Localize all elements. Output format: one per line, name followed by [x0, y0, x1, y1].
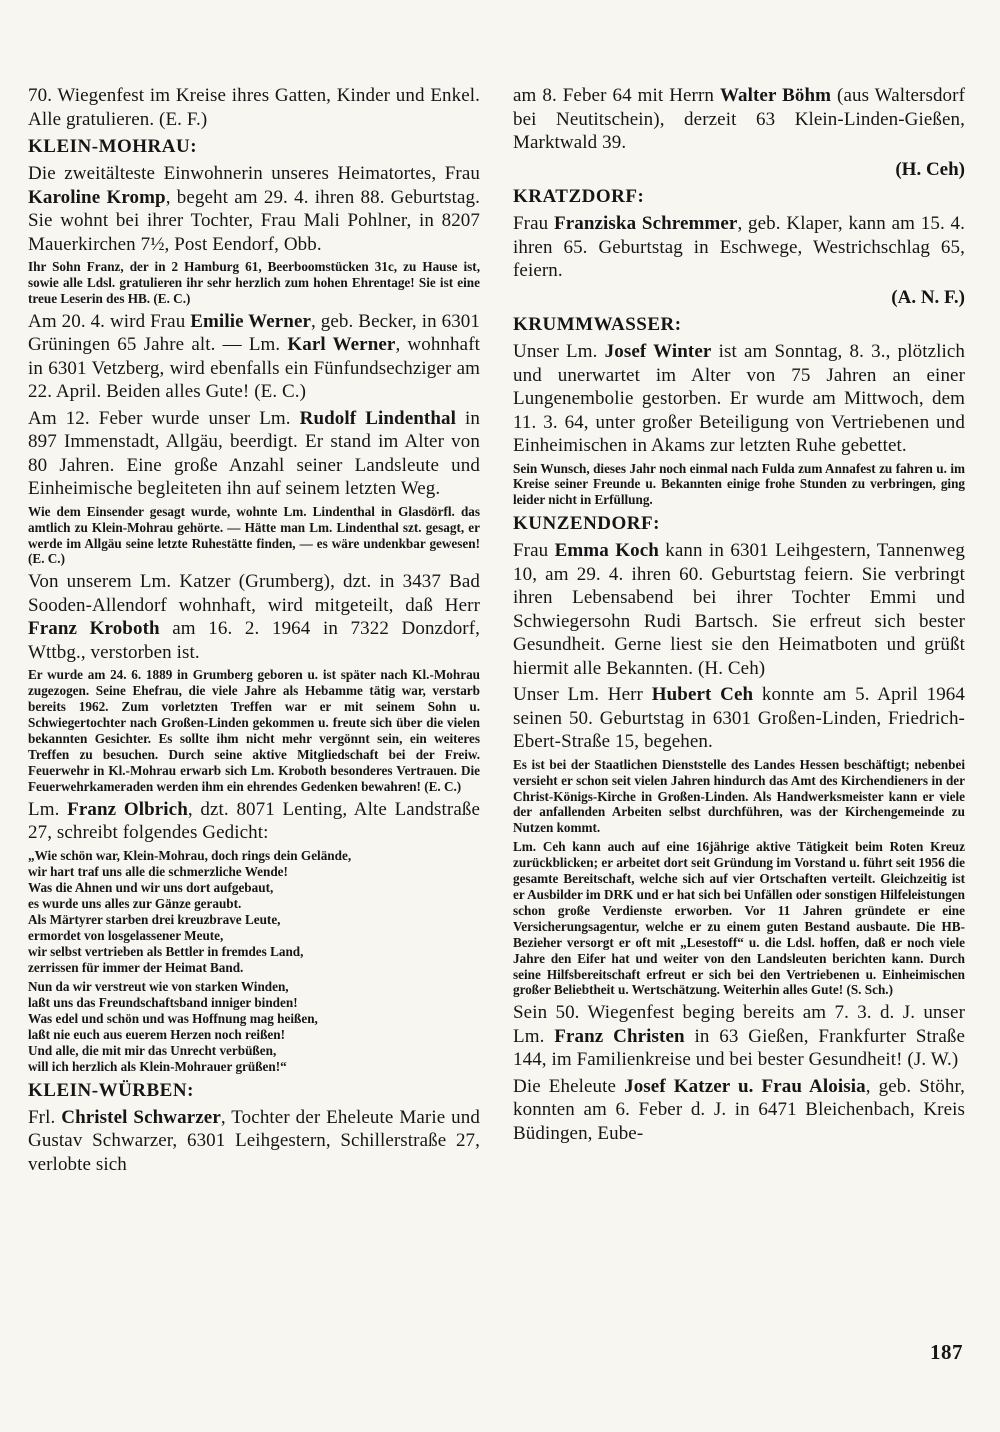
person-name: Walter Böhm: [719, 85, 832, 106]
text-run: Unser Lm. Herr: [513, 684, 652, 706]
paragraph: [513, 84, 965, 155]
text-run: KRUMMWASSER:: [513, 314, 682, 335]
poem-line: ermordet von losgelassener Meute,: [28, 927, 224, 943]
section-heading: [28, 134, 480, 159]
text-run: Am 12. Feber wurde unser Lm.: [28, 407, 300, 429]
text-run: Frau: [513, 213, 554, 234]
poem-line: Nun da wir verstreut wie von starken Winden,: [28, 978, 289, 994]
text-run: in 63 Gießen, Frankfurter Straße 144, im Familienkreise und bei bester Gesundheit! (J. W.): [513, 1025, 965, 1071]
person-name: Karl Werner: [287, 334, 396, 356]
text-run: Ihr Sohn Franz, der in 2 Hamburg 61, Beerboomstücken 31c, zu Hause ist, sowie alle Ldsl. gratulieren ihr sehr herzlich zum hohen Ehrentage! Sie ist eine treue Leserin des HB. (E. C.): [28, 259, 480, 306]
section-heading: [513, 511, 965, 536]
section-heading: [513, 312, 965, 337]
poem-line: laßt uns das Freundschaftsband inniger binden!: [28, 994, 298, 1010]
text-run: in 897 Immenstadt, Allgäu, beerdigt. Er stand im Alter von 80 Jahren. Eine große Anzahl seiner Landsleute und Einheimische begleiteten ihn auf seinem letzten Weg.: [28, 407, 480, 500]
poem-line: wir hart traf uns alle die schmerzliche Wende!: [28, 863, 288, 879]
poem-line: Und alle, die mit mir das Unrecht verbüßen,: [28, 1042, 277, 1058]
poem-line: Was die Ahnen und wir uns dort aufgebaut,: [28, 879, 274, 895]
text-run: Lm. Ceh kann auch auf eine 16jährige aktive Tätigkeit beim Roten Kreuz zurückblicken; er arbeitet dort seit Gründung im Vorstand u. führt seit 1956 die gesamte Bereitschaft, welche sich auf vier Ortschaften verteilt. Gleichzeitig ist er Ausbilder im DRK und er hat sich bei Unfällen oder sonstigen Hilfeleistungen schon große Verdienste erworben. Vor 11 Jahren gründete er eine Versicherungsagentur, welche er zu einem guten Bestand ausbaute. Die HB-Bezieher versorgt er oft mit „Lesestoff“ u. die Ldsl. hoffen, daß er noch viele Jahre den Eifer hat und weiter von den Landsleuten berichten kann. Durch seine Hilfsbereitschaft erfreut er sich bei den Vertriebenen u. Einheimischen großer Beliebtheit u. Wertschätzung. Weiterhin alles Gute! (S. Sch.): [513, 839, 965, 998]
text-run: KUNZENDORF:: [513, 513, 660, 535]
text-run: , geb. Becker, in 6301 Grüningen 65 Jahre alt. — Lm.: [28, 310, 480, 356]
paragraph: [28, 162, 480, 256]
person-name: Emma Koch: [554, 540, 659, 562]
paragraph: [28, 407, 480, 501]
person-name: Josef Katzer u. Frau Aloisia: [624, 1075, 866, 1097]
signature-line: [513, 286, 965, 310]
paragraph: [513, 1075, 965, 1146]
paragraph: [28, 1106, 480, 1177]
poem-line: es wurde uns alles zur Gänze geraubt.: [28, 895, 242, 911]
section-heading: [28, 1078, 480, 1103]
text-run: Frau: [513, 540, 555, 562]
poem-line: Als Märtyrer starben drei kreuzbrave Leute,: [28, 911, 281, 927]
poem-line: Was edel und schön und was Hoffnung mag heißen,: [28, 1010, 318, 1026]
poem-stanza: [28, 848, 480, 976]
signature-line: [513, 158, 965, 182]
text-run: Wie dem Einsender gesagt wurde, wohnte Lm. Lindenthal in Glasdörfl. das amtlich zu Klein-Mohrau gehörte. — Hätte man Lm. Lindenthal szt. gesagt, er werde im Allgäu seine letzte Ruhestätte finden, — es wäre undenkbar gewesen! (E. C.): [28, 503, 480, 567]
text-run: 70. Wiegenfest im Kreise ihres Gatten, Kinder und Enkel. Alle gratulieren. (E. F.): [28, 85, 480, 130]
text-run: , geb. Stöhr, konnten am 6. Feber d. J. in 6471 Bleichenbach, Kreis Büdingen, Eube-: [513, 1075, 966, 1144]
text-run: kann in 6301 Leihgestern, Tannenweg 10, am 29. 4. ihren 60. Geburtstag feiern. Sie verbringt ihren Lebensabend bei ihrer Tochter Emmi und Schwiegersohn Rudi Bartsch. Sie erfreut sich bester Gesundheit. Gerne liest sie den Heimatboten und grüßt hiermit alle Bekannten. (H. Ceh): [513, 540, 966, 679]
poem-line: will ich herzlich als Klein-Mohrauer grüßen!“: [28, 1058, 287, 1074]
text-run: Die zweitälteste Einwohnerin unseres Heimatortes, Frau: [28, 163, 480, 184]
paragraph: [513, 539, 965, 680]
person-name: Karoline Kromp: [28, 186, 166, 208]
text-run: KLEIN-WÜRBEN:: [28, 1079, 194, 1101]
fine-print-paragraph: [513, 757, 965, 837]
person-name: Franziska Schremmer: [553, 213, 738, 234]
person-name: Franz Kroboth: [28, 618, 160, 640]
text-run: Es ist bei der Staatlichen Dienststelle des Landes Hessen beschäftigt; nebenbei versieht er schon seit vielen Jahren hindurch das Amt des Kirchendieners in der Christ-Königs-Kirche in Großen-Linden. Als Handwerksmeister kann er viele der anfallenden Arbeiten selbst durchführen, was der Kirchengemeinde zu Nutzen kommt.: [513, 756, 965, 836]
fine-print-paragraph: [28, 504, 480, 568]
text-run: , Tochter der Eheleute Marie und Gustav Schwarzer, 6301 Leihgestern, Schillerstraße 27, verlobte sich: [28, 1106, 480, 1175]
paragraph: [28, 84, 480, 131]
fine-print-paragraph: [28, 667, 480, 794]
text-run: Unser Lm.: [513, 341, 605, 362]
paragraph: [28, 310, 480, 404]
text-run: KRATZDORF:: [513, 186, 645, 207]
text-run: , dzt. 8071 Lenting, Alte Landstraße 27, schreibt folgendes Gedicht:: [28, 798, 480, 844]
poem-line: „Wie schön war, Klein-Mohrau, doch rings dein Gelände,: [28, 847, 352, 863]
text-run: am 8. Feber 64 mit Herrn: [513, 85, 720, 106]
paragraph: [28, 798, 480, 845]
column-right: [513, 84, 965, 1179]
person-name: Josef Winter: [604, 341, 712, 362]
text-run: Sein Wunsch, dieses Jahr noch einmal nach Fulda zum Annafest zu fahren u. im Kreise seiner Freunde u. Bekannten einige frohe Stunden zu verbringen, ging leider nicht in Erfüllung.: [513, 460, 965, 508]
section-heading: [513, 184, 965, 209]
person-name: Emilie Werner: [190, 310, 312, 332]
text-run: Von unserem Lm. Katzer (Grumberg), dzt. in 3437 Bad Sooden-Allendorf wohnhaft, wird mitgeteilt, daß Herr: [28, 571, 480, 616]
fine-print-paragraph: [513, 839, 965, 998]
text-run: Er wurde am 24. 6. 1889 in Grumberg geboren u. ist später nach Kl.-Mohrau zugezogen. Seine Ehefrau, die viele Jahre als Hebamme tätig war, verstarb bereits 1962. Zum vorletzten Treffen war er mit seinem Sohn u. Schwiegertochter nach Großen-Linden gekommen u. freute sich über die vielen bekannten Gesichter. Es sollte ihm nicht mehr vergönnt sein, ein weiteres Treffen zu besuchen. Durch seine aktive Mitgliedschaft bei der Freiw. Feuerwehr in Kl.-Mohrau erwarb sich Lm. Kroboth besonderes Vertrauen. Die Feuerwehrkameraden werden ihm ein ehrendes Gedenken bewahren! (E. C.): [28, 667, 480, 794]
text-run: , wohnhaft in 6301 Vetzberg, wird ebenfalls ein Fünfundsechziger am 22. April. Beiden alles Gute! (E. C.): [28, 334, 480, 403]
person-name: Franz Olbrich: [67, 798, 188, 820]
text-run: Die Eheleute: [513, 1075, 625, 1097]
paragraph: [513, 212, 965, 283]
poem-line: wir selbst vertrieben als Bettler in fremdes Land,: [28, 943, 304, 959]
fine-print-paragraph: [513, 461, 965, 509]
poem-line: zerrissen für immer der Heimat Band.: [28, 959, 244, 975]
paragraph: [28, 570, 480, 664]
text-run: (H. Ceh): [895, 158, 965, 180]
text-run: , geb. Klaper, kann am 15. 4. ihren 65. Geburtstag in Eschwege, Westrichschlag 65, feiern.: [513, 213, 966, 281]
person-name: Hubert Ceh: [651, 684, 754, 706]
paragraph: [513, 1001, 965, 1072]
poem-line: laßt nie euch aus euerem Herzen noch reißen!: [28, 1026, 286, 1042]
text-run: Frl.: [28, 1106, 62, 1128]
person-name: Rudolf Lindenthal: [299, 407, 456, 429]
poem-stanza: [28, 979, 480, 1075]
text-run: am 16. 2. 1964 in 7322 Donzdorf, Wttbg., verstorben ist.: [28, 618, 480, 663]
text-run: Am 20. 4. wird Frau: [28, 310, 191, 332]
text-run: ist am Sonntag, 8. 3., plötzlich und unerwartet im Alter von 75 Jahren an einer Lungenembolie gestorben. Er wurde am Mittwoch, dem 11. 3. 64, unter großer Beteiligung von Vertriebenen und Einheimischen in Akams zur letzten Ruhe gebettet.: [513, 341, 965, 456]
paragraph: [513, 340, 965, 458]
text-run: Lm.: [28, 798, 68, 820]
person-name: Franz Christen: [554, 1025, 685, 1047]
text-run: (aus Waltersdorf bei Neutitschein), derzeit 63 Klein-Linden-Gießen, Marktwald 39.: [513, 85, 965, 153]
paragraph: [513, 683, 965, 754]
text-run: KLEIN-MOHRAU:: [28, 136, 198, 157]
person-name: Christel Schwarzer: [61, 1106, 221, 1128]
column-left: [28, 84, 480, 1179]
text-run: , begeht am 29. 4. ihren 88. Geburtstag. Sie wohnt bei ihrer Tochter, Frau Mali Pohlner, in 8207 Mauerkirchen 7½, Post Eendorf, Obb.: [28, 186, 480, 255]
page-number: 187: [930, 1340, 963, 1364]
text-run: (A. N. F.): [891, 286, 965, 308]
fine-print-paragraph: [28, 259, 480, 307]
text-run: konnte am 5. April 1964 seinen 50. Geburtstag in 6301 Großen-Linden, Friedrich-Ebert-Straße 15, begehen.: [513, 684, 966, 753]
text-run: Sein 50. Wiegenfest beging bereits am 7. 3. d. J. unser Lm.: [513, 1002, 965, 1047]
